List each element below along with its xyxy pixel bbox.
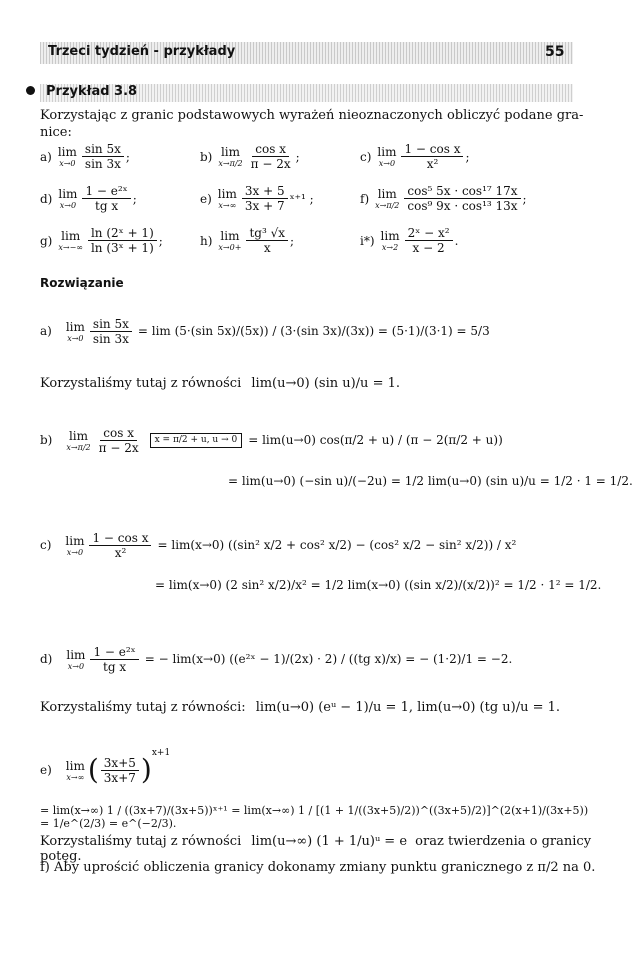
solution-c-row1: = lim(x→0) ((sin² x/2 + cos² x/2) − (cos² x/2 − sin² x/2)) / x² [157, 538, 517, 552]
problem-denominator: x² [426, 157, 439, 171]
problem-label: e) [200, 191, 212, 206]
problem-tail: ; [125, 149, 130, 164]
solution-c-frac: $\frac{\text{1 − cos x}}{\text{x²}}$ [89, 531, 151, 560]
problem-lim: lim x→π/2 [218, 145, 243, 168]
problem-numerator: ln (2ˣ + 1) [88, 226, 157, 241]
problem-lim-sub: x→0 [59, 159, 76, 168]
paren-right-icon: ) [140, 753, 152, 786]
solution-c-label: c) [40, 538, 52, 552]
solution-b [40, 412, 503, 468]
problem-tail: ˣ⁺¹ ; [289, 191, 314, 206]
solution-e-label: e) [40, 763, 52, 777]
problem-denominator: tg x [95, 199, 119, 213]
problem-lim: lim x→0 [377, 145, 397, 168]
problem-tail: ; [295, 149, 300, 164]
problem-lim-sub: x→∞ [218, 201, 237, 210]
problem-numerator: sin 5x [82, 142, 124, 157]
problem-label: f) [360, 191, 370, 206]
problem-item [200, 226, 294, 255]
problem-frac [405, 226, 453, 255]
solution-e-frac: $\frac{3x+5}{3x+7}$ [101, 756, 139, 785]
problem-denominator: x [263, 241, 271, 255]
used-formula-3-prefix: Korzystaliśmy tutaj z równości [40, 834, 242, 849]
problem-denominator: x − 2 [412, 241, 445, 255]
problem-tail: ; [289, 233, 295, 248]
problem-lim: lim x→∞ [217, 187, 237, 210]
solution-f-text: f) Aby uprościć obliczenia granicy dokonamy zmiany punktu granicznego z π/2 na 0. [40, 860, 596, 875]
problem-tail: . [454, 233, 459, 248]
problem-lim-sub: x→π/2 [375, 201, 400, 210]
solution-e-exp: x+1 [151, 748, 171, 758]
problem-denominator: ln (3ˣ + 1) [90, 241, 154, 255]
used-formula-3-expr: lim(u→∞) (1 + 1/u)ᵘ = e [251, 834, 408, 849]
problem-label: h) [200, 233, 213, 248]
solution-a-rest: = lim (5·(sin 5x)/(5x)) / (3·(sin 3x)/(3x)) = (5·1)/(3·1) = 5/3 [137, 324, 490, 338]
problem-lim-sub: x→0 [59, 201, 77, 210]
problem-numerator: cos x [252, 142, 289, 157]
problem-denominator: π − 2x [250, 157, 291, 171]
substitution-box: x = π/2 + u, u → 0 [150, 433, 243, 448]
problem-frac [246, 226, 288, 255]
solution-e [40, 740, 600, 800]
solution-c-row2: = lim(x→0) (2 sin² x/2)/x² = 1/2 lim(x→0) ((sin x/2)/(x/2))² = 1/2 · 1² = 1/2. [155, 578, 602, 592]
solution-b-frac: $\frac{\text{cos x}}{\pi - 2x}$ [98, 425, 139, 455]
page-number: 55 [545, 44, 565, 60]
problem-item [200, 184, 314, 213]
problem-denominator: 3x + 7 [244, 199, 285, 213]
problem-numerator: tg³ √x [246, 226, 288, 241]
solution-a-frac: $\frac{\sin 5x}{\sin 3x}$ [90, 317, 132, 346]
solution-a-lim: lim x→0 [65, 319, 85, 343]
problem-denominator: sin 3x [84, 157, 121, 171]
problem-denominator: cos⁹ 9x · cos¹³ 13x [407, 199, 518, 213]
bullet-icon [26, 86, 35, 95]
problem-lim-sub: x→π/2 [218, 159, 243, 168]
solution-e-rest: = lim(x→∞) 1 / ((3x+7)/(3x+5))ˣ⁺¹ = lim(x→∞) 1 / [(1 + 1/((3x+5)/2))^((3x+5)/2)]^(2(x+1)/(3x+5)) = 1/e^(2/3) = e^(−2/3). [40, 804, 589, 830]
solution-d-lim: lim x→0 [66, 647, 86, 671]
problem-lim-sub: x→0 [378, 159, 396, 168]
used-formula-1 [40, 376, 400, 391]
solution-b-row1: = lim(u→0) cos(π/2 + u) / (π − 2(π/2 + u)) [248, 433, 503, 447]
used-formula-1-expr: lim(u→0) (sin u)/u = 1. [251, 376, 400, 391]
problem-lim: lim x→0 [58, 187, 78, 210]
problem-lim-sub: x→−∞ [58, 243, 83, 252]
problem-item [200, 142, 300, 171]
used-formula-3-suffix: oraz twierdzenia o granicy potęg. [40, 834, 592, 864]
problem-numerator: cos⁵ 5x · cos¹⁷ 17x [404, 184, 520, 199]
problem-item [360, 142, 470, 171]
problem-tail: ; [158, 233, 163, 248]
problem-item [40, 226, 163, 255]
problem-item [40, 142, 130, 171]
problem-frac [88, 226, 157, 255]
problem-numerator: 1 − e²ˣ [82, 184, 130, 199]
solution-c-lim: lim x→0 [65, 533, 85, 557]
solution-d [40, 634, 512, 684]
solution-e-lim: lim x→∞ [65, 758, 85, 782]
solution-heading: Rozwiązanie [40, 276, 124, 290]
problem-item [360, 226, 458, 255]
intro-line-2: nice: [40, 125, 72, 140]
solution-b-row2: = lim(u→0) (−sin u)/(−2u) = 1/2 lim(u→0) (sin u)/u = 1/2 · 1 = 1/2. [228, 474, 633, 488]
paren-left-icon: ( [87, 753, 99, 786]
problem-label: c) [360, 149, 372, 164]
solution-a [40, 300, 490, 362]
problem-tail: ; [132, 191, 137, 206]
example-title: Przykład 3.8 [46, 84, 138, 99]
problem-frac [82, 184, 130, 213]
problem-lim: lim x→−∞ [58, 229, 83, 252]
problem-tail: ; [465, 149, 470, 164]
used-formula-2-prefix: Korzystaliśmy tutaj z równości: [40, 700, 246, 715]
problem-lim-sub: x→0+ [218, 243, 242, 252]
problems-grid [40, 138, 580, 266]
used-formula-1-prefix: Korzystaliśmy tutaj z równości [40, 376, 242, 391]
problem-label: d) [40, 191, 53, 206]
problem-frac [401, 142, 463, 171]
page-header-title: Trzeci tydzień - przykłady [48, 44, 236, 59]
problem-item [360, 184, 527, 213]
solution-b-label: b) [40, 433, 53, 447]
problem-label: a) [40, 149, 52, 164]
problem-frac [404, 184, 520, 213]
problem-lim-sub: x→2 [381, 243, 399, 252]
solution-b-lim: lim x→π/2 [66, 428, 91, 452]
problem-frac [242, 184, 288, 213]
used-formula-2-expr: lim(u→0) (eᵘ − 1)/u = 1, lim(u→0) (tg u)/u = 1. [255, 700, 561, 715]
problem-item [40, 184, 137, 213]
problem-label: i*) [360, 233, 375, 248]
problem-label: b) [200, 149, 213, 164]
problem-lim: lim x→π/2 [375, 187, 400, 210]
solution-d-frac: $\frac{\text{1 − e²ˣ}}{\text{tg x}}$ [90, 645, 138, 674]
intro-line-1: Korzystając z granic podstawowych wyrażeń nieoznaczonych obliczyć podane gra- [40, 108, 584, 123]
problem-tail: ; [522, 191, 527, 206]
solution-d-rest: = − lim(x→0) ((e²ˣ − 1)/(2x) · 2) / ((tg x)/x) = − (1·2)/1 = −2. [144, 652, 513, 666]
problem-frac [248, 142, 294, 171]
problem-numerator: 1 − cos x [401, 142, 463, 157]
solution-a-label: a) [40, 324, 52, 338]
used-formula-2 [40, 700, 560, 715]
problem-frac [82, 142, 124, 171]
solution-c [40, 520, 516, 570]
problem-numerator: 3x + 5 [242, 184, 288, 199]
problem-lim: lim x→0+ [218, 229, 242, 252]
problem-label: g) [40, 233, 53, 248]
solution-d-label: d) [40, 652, 53, 666]
problem-numerator: 2ˣ − x² [405, 226, 453, 241]
problem-lim: lim x→2 [380, 229, 400, 252]
problem-lim: lim x→0 [57, 145, 77, 168]
